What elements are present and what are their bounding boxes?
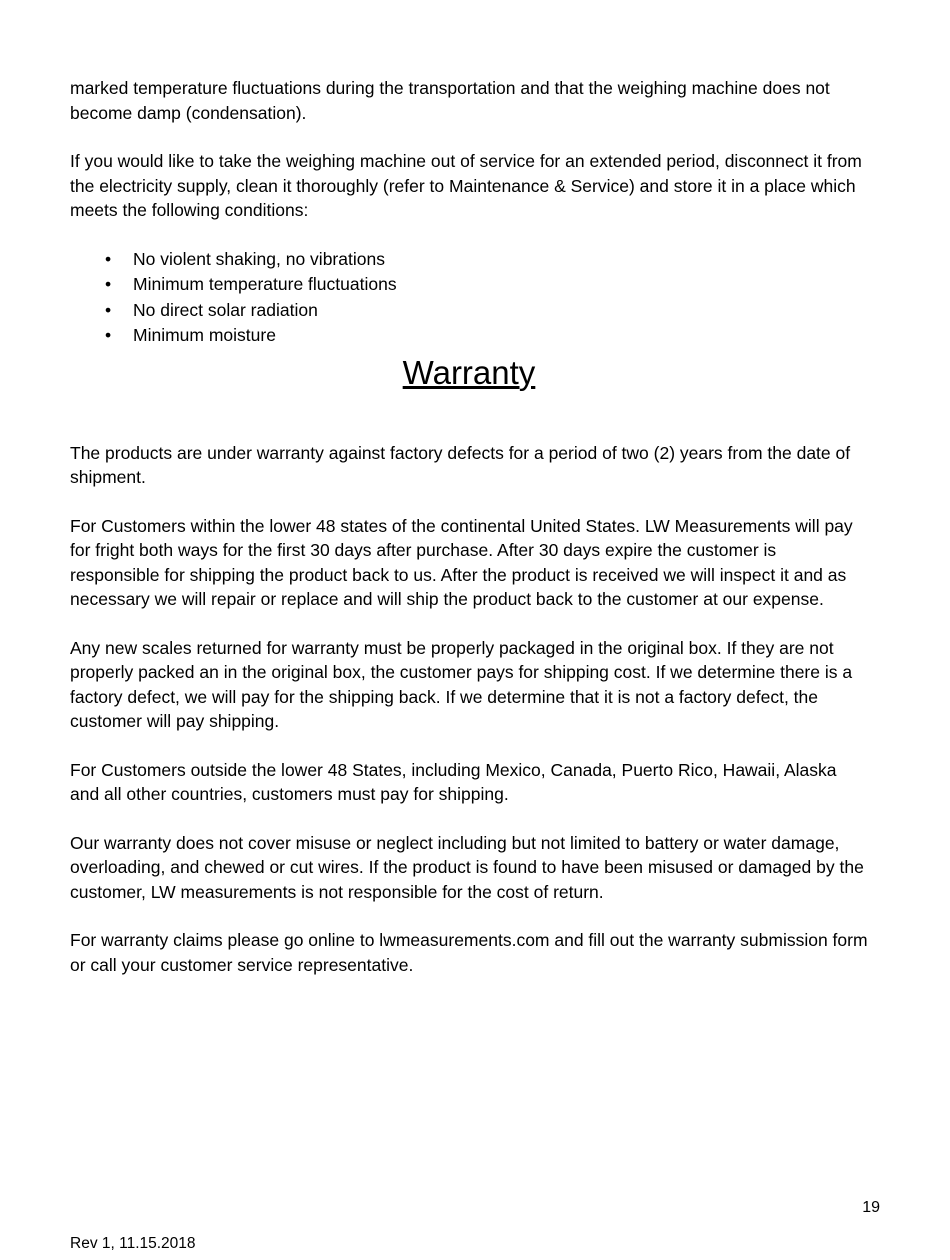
- list-item: • Minimum temperature fluctuations: [133, 272, 868, 298]
- list-item: • No violent shaking, no vibrations: [133, 247, 868, 273]
- list-item: • No direct solar radiation: [133, 298, 868, 324]
- storage-conditions-list: [70, 247, 868, 349]
- paragraph-condensation: marked temperature fluctuations during the transportation and that the weighing machine does not become damp (condensation).: [70, 78, 830, 123]
- paragraph-storage-instructions: If you would like to take the weighing machine out of service for an extended period, disconnect it from the electricity supply, clean it thoroughly (refer to Maintenance & Service) and store it in a place which meets the following conditions:: [70, 151, 862, 220]
- revision-label: Rev 1, 11.15.2018: [70, 1235, 196, 1252]
- paragraph-warranty-period: The products are under warranty against factory defects for a period of two (2) years from the date of shipment.: [70, 442, 851, 487]
- paragraph-warranty-claims: For warranty claims please go online to lwmeasurements.com and fill out the warranty submission form or call your customer service representative.: [70, 930, 868, 975]
- page-number: 19: [862, 1199, 880, 1216]
- paragraph-customers-outside-lower48: For Customers outside the lower 48 States, including Mexico, Canada, Puerto Rico, Hawaii, Alaska and all other countries, customers must pay for shipping.: [70, 759, 837, 804]
- paragraph-warranty-exclusions: Our warranty does not cover misuse or neglect including but not limited to battery or water damage, overloading, and chewed or cut wires. If the product is found to have been misused or damaged by the customer, LW measurements is not responsible for the cost of return.: [70, 832, 864, 902]
- paragraph-customers-lower48: For Customers within the lower 48 states of the continental United States. LW Measurements will pay for fright both ways for the first 30 days after purchase. After 30 days expire the customer is responsible for shipping the product back to us. After the product is received we will inspect it and as necessary we will repair or replace and will ship the product back to the customer at our expense.: [70, 515, 853, 609]
- paragraph-packaging-requirements: Any new scales returned for warranty must be properly packaged in the original box. If they are not properly packed an in the original box, the customer pays for shipping cost. If we determine there is a factory defect, we will pay for the shipping back. If we determine that it is not a factory defect, the customer will pay shipping.: [70, 637, 853, 731]
- warranty-heading: Warranty: [402, 353, 536, 391]
- page-content: [70, 76, 868, 1001]
- list-item: • Minimum moisture: [133, 323, 868, 349]
